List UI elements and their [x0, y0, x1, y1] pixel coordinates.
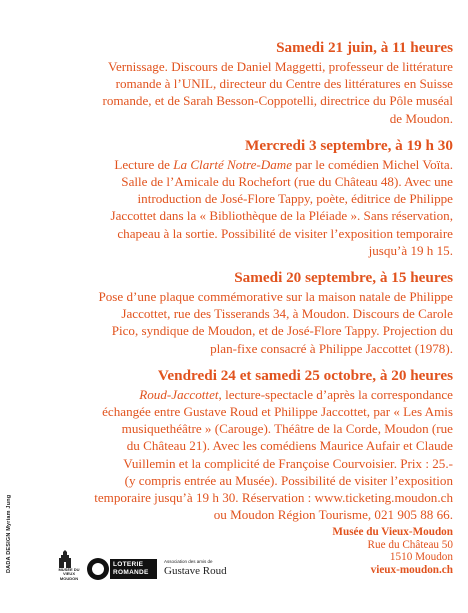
description-line: [20, 305, 453, 322]
amis-small-text: Association des amis de: [164, 559, 213, 564]
text-segment: par le comédien Michel Voïta.: [292, 156, 453, 172]
events-list: [20, 38, 453, 532]
description-line: [20, 386, 453, 403]
loterie-romande-logo: [87, 558, 157, 582]
museum-name: Musée du Vieux-Moudon: [332, 526, 453, 538]
description-line: [20, 437, 453, 454]
description-line: [20, 207, 453, 224]
description-line: [20, 403, 453, 420]
text-segment: de Moudon.: [389, 110, 453, 126]
loterie-box: [110, 559, 157, 579]
text-segment: du Château 21). Avec les comédiens Maurice Aufair et Claude: [126, 438, 453, 454]
description-line: [20, 190, 453, 207]
text-segment: romande, et de Sarah Besson-Coppotelli, directrice du Pôle muséal: [102, 93, 453, 109]
event-block: [20, 38, 453, 127]
amis-gustave-roud-logo: [164, 559, 244, 581]
description-line: [20, 58, 453, 75]
work-title: Roud-Jaccottet: [139, 386, 219, 402]
text-segment: (y compris entrée au Musée). Possibilité de visiter l’exposition: [124, 472, 453, 488]
description-line: [20, 156, 453, 173]
text-segment: Pose d’une plaque commémorative sur la maison natale de Philippe: [98, 289, 453, 305]
loterie-line1: LOTERIE: [113, 561, 144, 568]
event-description: [20, 288, 453, 357]
description-line: [20, 242, 453, 259]
text-segment: romande à l’UNIL, directeur du Centre des littératures en Suisse: [115, 76, 453, 92]
description-line: [20, 225, 453, 242]
event-title: Mercredi 3 septembre, à 19 h 30: [245, 136, 453, 154]
loterie-circle-icon: [87, 558, 109, 580]
text-segment: , lecture-spectacle d’après la correspondance: [218, 386, 453, 402]
description-line: [20, 173, 453, 190]
description-line: [20, 489, 453, 506]
description-line: [20, 455, 453, 472]
description-line: [20, 472, 453, 489]
work-title: La Clarté Notre-Dame: [173, 156, 293, 172]
event-block: [20, 268, 453, 357]
text-segment: Vernissage. Discours de Daniel Maggetti, professeur de littérature: [107, 59, 453, 74]
event-description: [20, 156, 453, 259]
text-segment: Jaccottet, rue des Tisserands 34, à Moudon. Discours de Carole: [121, 306, 453, 322]
text-segment: introduction de José-Flore Tappy, poète, éditrice de Philippe: [137, 191, 453, 207]
text-segment: échangée entre Gustave Roud et Philippe Jaccottet, par « Les Amis: [102, 404, 453, 420]
design-credit: [0, 495, 34, 575]
museum-website[interactable]: vieux-moudon.ch: [370, 563, 453, 576]
text-segment: chapeau à la sortie. Possibilité de visiter l’exposition temporaire: [117, 225, 453, 241]
event-title: Samedi 20 septembre, à 15 heures: [234, 269, 453, 287]
event-title: Vendredi 24 et samedi 25 octobre, à 20 heures: [157, 366, 453, 384]
text-segment: musiquethéâtre » (Carouge). Théâtre de la Corde, Moudon (rue: [121, 421, 453, 437]
musee-logo: [50, 550, 80, 584]
event-block: [20, 366, 453, 524]
museum-street: Rue du Château 50: [367, 538, 453, 551]
design-credit-text: DADA DESIGN Myriam Jung: [6, 494, 12, 573]
description-line: [20, 340, 453, 357]
text-segment: jusqu’à 19 h 15.: [368, 242, 453, 258]
museum-address: [332, 526, 453, 576]
description-line: [20, 75, 453, 92]
text-segment: Lecture de: [114, 156, 174, 172]
text-segment: plan-fixe consacré à Philippe Jaccottet (1978).: [210, 340, 453, 356]
text-segment: temporaire jusqu’à 19 h 30. Réservation : www.ticketing.moudon.ch: [94, 490, 453, 506]
text-segment: Jaccottet dans la « Bibliothèque de la Pléiade ». Sans réservation,: [110, 208, 453, 224]
description-line: [20, 506, 453, 523]
text-segment: ou Moudon Région Tourisme, 021 905 88 66.: [213, 507, 453, 523]
description-line: [20, 110, 453, 127]
event-description: [20, 58, 453, 127]
description-line: [20, 288, 453, 305]
description-line: [20, 92, 453, 109]
loterie-line2: ROMANDE: [113, 569, 149, 576]
text-segment: Pico, syndique de Moudon, et de José-Flore Tappy. Projection du: [111, 323, 453, 339]
description-line: [20, 420, 453, 437]
musee-logo-text: MUSÉE DU VIEUX MOUDON: [58, 567, 80, 581]
amis-big-text: Gustave Roud: [164, 565, 227, 577]
event-description: [20, 386, 453, 524]
event-title: Samedi 21 juin, à 11 heures: [276, 39, 453, 56]
text-segment: Vuillemin et la complicité de Françoise Courvoisier. Prix : 25.-: [123, 455, 453, 471]
text-segment: Salle de l’Amicale du Rochefort (rue du Château 48). Avec une: [121, 174, 453, 190]
museum-city: 1510 Moudon: [389, 551, 453, 564]
description-line: [20, 322, 453, 339]
event-block: [20, 136, 453, 259]
